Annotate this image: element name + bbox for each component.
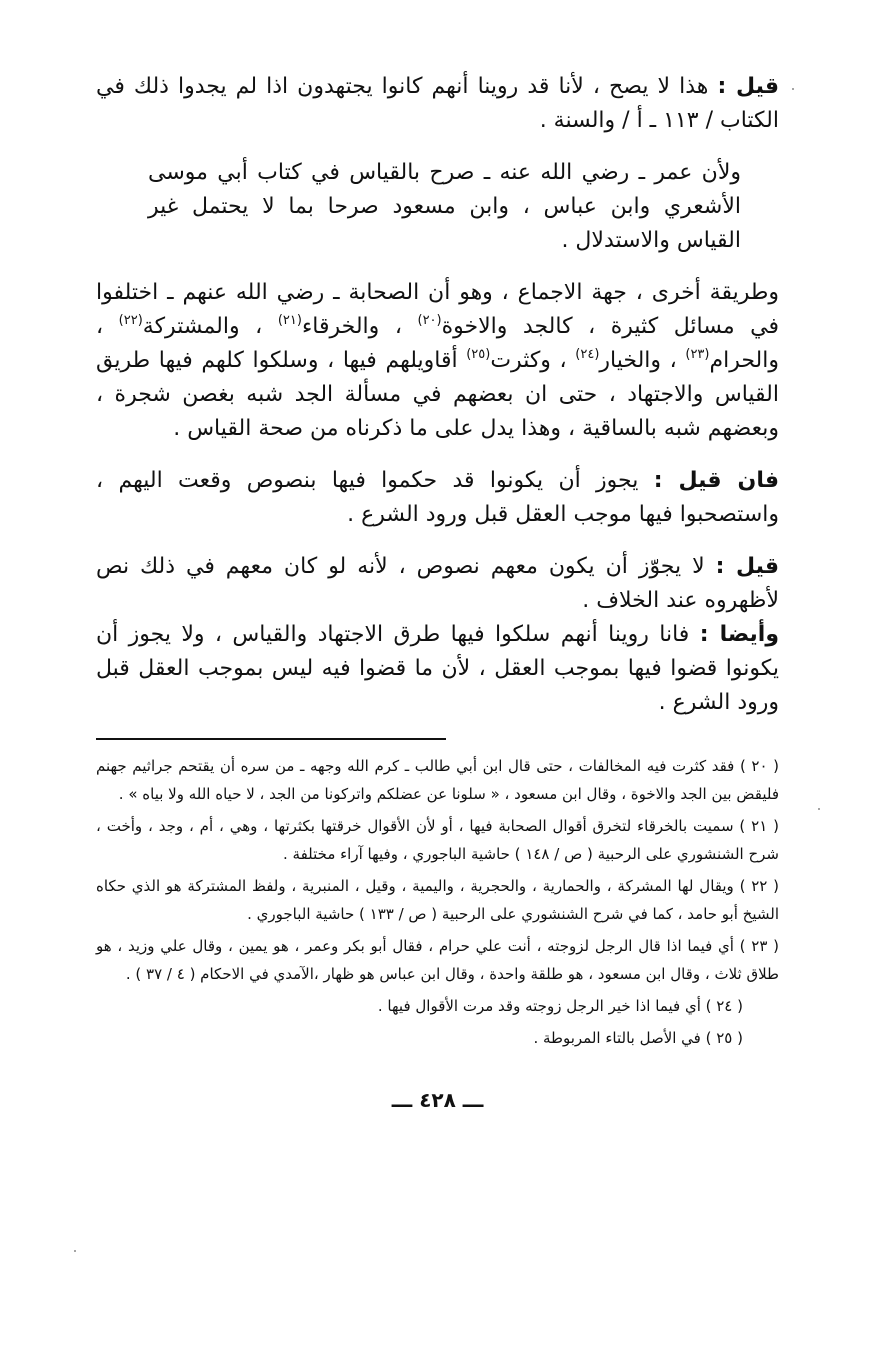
footnote-ref[interactable]: (٢٥) (466, 347, 491, 362)
footnote-ref[interactable]: (٢٣) (685, 347, 710, 362)
footnote-22: ( ٢٢ ) ويقال لها المشركة ، والحمارية ، والحجرية ، واليمية ، وقيل ، المنبرية ، ولفظ المشتركة هو الذي حكاه الشيخ أبو حامد ، كما في شرح الشنشوري على الرحبية ( ص / ١٣٣ ) حاشية الباجوري . (96, 877, 779, 923)
paragraph-text: ، والمشتركة (142, 314, 278, 339)
paragraph-text: يجوز أن يكونوا قد حكموا فيها بنصوص وقعت اليهم ، واستصحبوا فيها موجب العقل قبل ورود الشرع . (96, 468, 779, 527)
paragraph-lead: قيل : (717, 74, 779, 99)
paragraph-text: ، والحرام (96, 314, 779, 373)
paragraph-reply (96, 550, 779, 618)
footnote-21: ( ٢١ ) سميت بالخرقاء لتخرق أقوال الصحابة فيها ، أو لأن الأقوال خرقتها بكثرتها ، وهي ، أم ، وجد ، وأخت ، شرح الشنشوري على الرحبية ( ص / ١٤٨ ) حاشية الباجوري ، وفيها آراء مختلفة . (96, 817, 780, 863)
footnotes (96, 752, 779, 1052)
footnote-23: ( ٢٣ ) أي فيما اذا قال الرجل لزوجته ، أنت علي حرام ، فقال أبو بكر وعمر ، هو يمين ، وقال علي وزيد ، هو طلاق ثلاث ، وقال ابن مسعود ، هو طلقة واحدة ، وقال ابن عباس هو ظهار ،الآمدي في الاحكام ( ٤ / ٣٧ ) . (96, 937, 779, 983)
paragraph-text: ، وكثرت (490, 348, 576, 373)
scan-speck (818, 808, 820, 810)
paragraph-text: ، والخيار (599, 348, 686, 373)
footnote-20: ( ٢٠ ) فقد كثرت فيه المخالفات ، حتى قال ابن أبي طالب ـ كرم الله وجهه ـ من سره أن يقتحم جراثيم جهنم فليقض بين الجد والاخوة ، وقال ابن مسعود ، « سلونا عن عضلكم واتركونا من الجد ، لا حياه الله ولا بياه » . (96, 757, 780, 803)
footnote-ref[interactable]: (٢٢) (118, 313, 143, 328)
paragraph-objection-reply (96, 70, 779, 138)
paragraph-umar (96, 156, 779, 258)
paragraph-consensus (96, 276, 779, 446)
footnote-24: ( ٢٤ ) أي فيما اذا خير الرجل زوجته وقد مرت الأقوال فيها . (377, 997, 743, 1015)
main-text (96, 70, 779, 720)
scan-speck (792, 88, 794, 90)
paragraph-text: ، والخرقاء (301, 314, 418, 339)
paragraph-if-said (96, 464, 779, 532)
footnote-25: ( ٢٥ ) في الأصل بالتاء المربوطة . (533, 1029, 743, 1047)
paragraph-text: لا يجوّز أن يكون معهم نصوص ، لأنه لو كان معهم في ذلك نص لأظهروه عند الخلاف . (96, 554, 779, 613)
paragraph-text: أقاويلهم فيها ، وسلكوا كلهم فيها طريق القياس والاجتهاد ، حتى ان بعضهم في مسألة الجد شبه بغصن شجرة ، وبعضهم شبه بالساقية ، وهذا يدل على ما ذكرناه من صحة القياس . (96, 348, 779, 441)
footnote-divider (96, 738, 446, 740)
footnote-ref[interactable]: (٢٤) (575, 347, 600, 362)
paragraph-lead: قيل : (715, 554, 779, 579)
paragraph-lead: فان قيل : (653, 468, 779, 493)
scan-speck (74, 1250, 76, 1252)
paragraph-text: ولأن عمر ـ رضي الله عنه ـ صرح بالقياس في كتاب أبي موسى الأشعري وابن عباس ، وابن مسعود صرحا بما لا يحتمل غير القياس والاستدلال . (148, 160, 741, 253)
footnote-ref[interactable]: (٢١) (277, 313, 302, 328)
footnote-ref[interactable]: (٢٠) (417, 313, 442, 328)
paragraph-text: فانا روينا أنهم سلكوا فيها طرق الاجتهاد والقياس ، ولا يجوز أن يكونوا قضوا فيها بموجب العقل ، لأن ما قضوا فيه ليس بموجب العقل قبل ورود الشرع . (96, 622, 779, 715)
paragraph-lead: وأيضا : (699, 622, 779, 647)
page-number: ـــ ٤٢٨ ـــ (391, 1088, 484, 1112)
paragraph-also (96, 618, 779, 720)
paragraph-text: هذا لا يصح ، لأنا قد روينا أنهم كانوا يجتهدون اذا لم يجدوا ذلك في الكتاب / ١١٣ ـ أ / والسنة . (96, 74, 779, 133)
paragraph-text: وطريقة أخرى ، جهة الاجماع ، وهو أن الصحابة ـ رضي الله عنهم ـ اختلفوا في مسائل كثيرة ، كالجد والاخوة (96, 280, 780, 339)
